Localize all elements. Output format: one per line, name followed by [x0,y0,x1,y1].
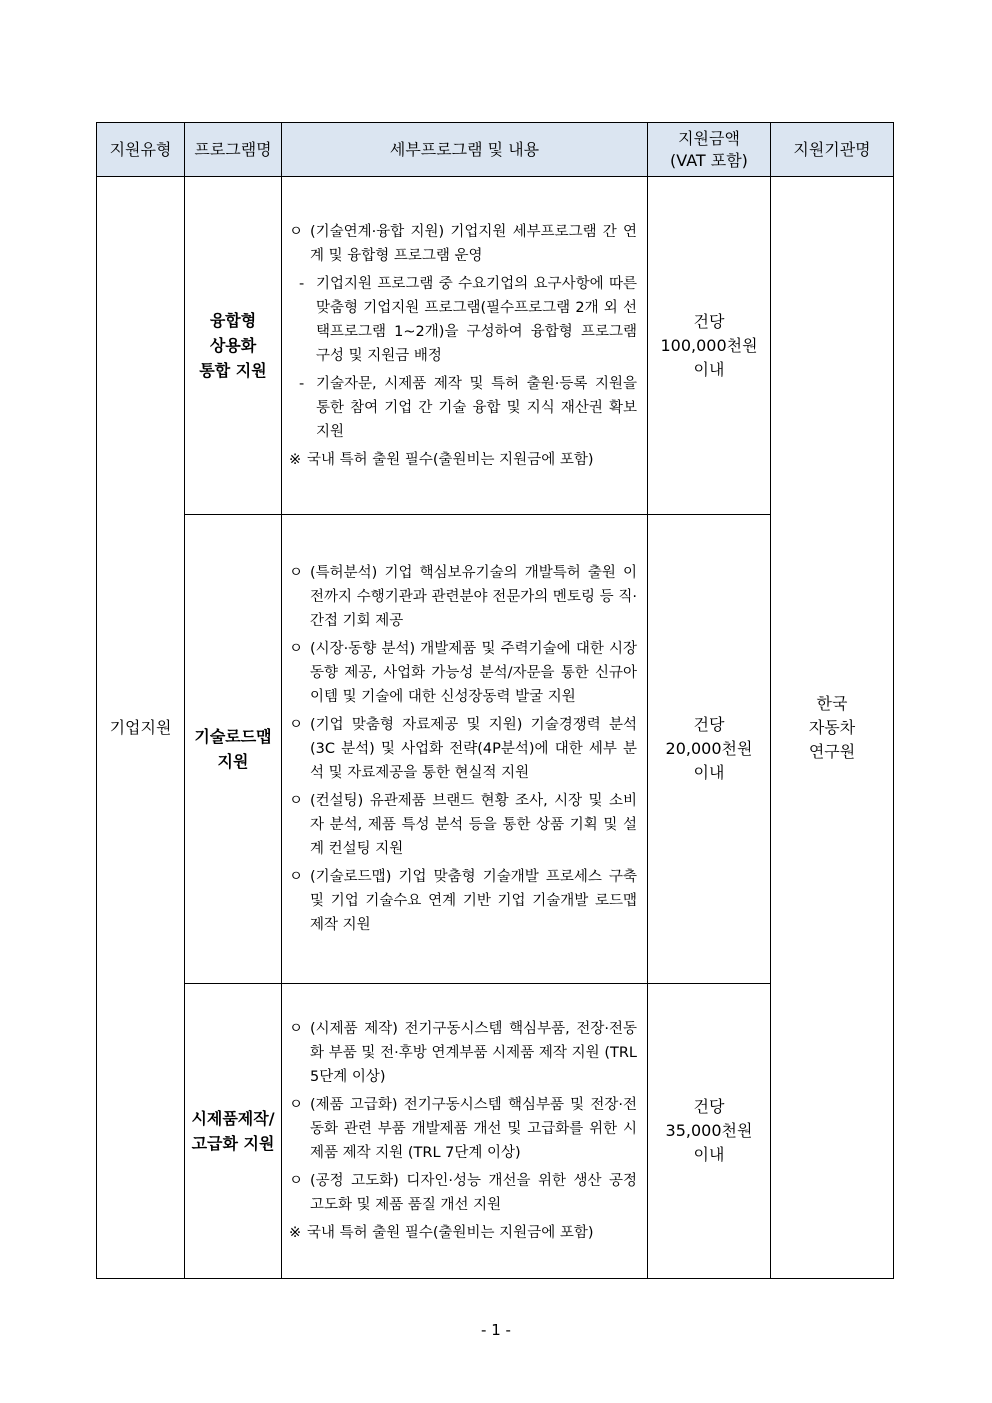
item-text: 국내 특허 출원 필수(출원비는 지원금에 포함) [307,451,594,468]
list-item [289,713,637,785]
header-support-type: 지원유형 [97,123,185,177]
reference-mark: ※ [289,1225,302,1241]
program-name-line: 상용화 [209,336,257,355]
header-amount [648,123,771,177]
header-program-name: 프로그램명 [185,123,282,177]
circle-bullet: ㅇ [289,641,304,657]
item-text: (기업 맞춤형 자료제공 및 지원) 기술경쟁력 분석(3C 분석) 및 사업화 전략(4P분석)에 대한 세부 분석 및 자료제공을 통한 현실적 지원 [310,717,637,781]
circle-bullet: ㅇ [289,1021,304,1037]
item-text: 기술자문, 시제품 제작 및 특허 출원·등록 지원을 통한 참여 기업 간 기술 융합 및 지식 재산권 확보 지원 [316,375,637,440]
agency-line: 한국 [816,693,848,713]
circle-bullet: ㅇ [289,1097,304,1113]
program-details-cell [282,984,648,1279]
item-text: 기업지원 프로그램 중 수요기업의 요구사항에 따른 맞춤형 기업지원 프로그램(필수프로그램 2개 외 선택프로그램 1~2개)을 구성하여 융합형 프로그램 구성 및 지원금 배정 [316,275,637,364]
list-item [289,1017,637,1089]
circle-bullet: ㅇ [289,717,304,733]
header-agency: 지원기관명 [771,123,894,177]
item-text: (공정 고도화) 디자인·성능 개선을 위한 생산 공정 고도화 및 제품 품질 개선 지원 [310,1173,637,1213]
agency-cell [771,177,894,1279]
item-text: (제품 고급화) 전기구동시스템 핵심부품 및 전장·전동화 관련 부품 개발제품 개선 및 고급화를 위한 시제품 제작 지원 (TRL 7단계 이상) [310,1097,637,1161]
list-item [289,789,637,861]
program-name-line: 고급화 지원 [191,1134,275,1153]
circle-bullet: ㅇ [289,565,304,581]
circle-bullet: ㅇ [289,793,304,809]
item-text: (컨설팅) 유관제품 브랜드 현황 조사, 시장 및 소비자 분석, 제품 특성 분석 등을 통한 상품 기획 및 설계 컨설팅 지원 [310,793,637,857]
circle-bullet: ㅇ [289,223,304,240]
amount-line: 이내 [693,359,725,379]
program-name-cell [185,984,282,1279]
item-text: (시제품 제작) 전기구동시스템 핵심부품, 전장·전동화 부품 및 전·후방 연계부품 시제품 제작 지원 (TRL 5단계 이상) [310,1021,637,1085]
list-item [289,372,637,444]
note-item [289,1221,637,1245]
program-name-line: 지원 [217,752,249,771]
amount-line: 이내 [693,1145,725,1164]
list-item [289,637,637,709]
amount-line: 건당 [693,1097,725,1116]
item-text: 국내 특허 출원 필수(출원비는 지원금에 포함) [307,1225,594,1241]
list-item [289,1093,637,1165]
reference-mark: ※ [289,451,302,468]
item-text: (시장·동향 분석) 개발제품 및 주력기술에 대한 시장동향 제공, 사업화 가능성 분석/자문을 통한 신규아이템 및 기술에 대한 신성장동력 발굴 지원 [310,641,637,705]
program-name-line: 기술로드맵 [194,727,272,746]
list-item [289,220,637,268]
page-number: - 1 - [481,1321,511,1339]
amount-value: 20,000천원 [665,739,753,758]
item-text: (기술로드맵) 기업 맞춤형 기술개발 프로세스 구축 및 기업 기술수요 연계 기반 기업 기술개발 로드맵 제작 지원 [310,869,637,933]
header-details: 세부프로그램 및 내용 [282,123,648,177]
program-name-cell [185,515,282,984]
agency-line: 연구원 [808,741,856,761]
item-text: (기술연계·융합 지원) 기업지원 세부프로그램 간 연계 및 융합형 프로그램 운영 [310,223,637,264]
item-text: (특허분석) 기업 핵심보유기술의 개발특허 출원 이전까지 수행기관과 관련분야 전문가의 멘토링 등 직·간접 기회 제공 [310,565,637,629]
dash-bullet: - [299,275,305,292]
header-amount-line2: (VAT 포함) [670,150,748,170]
amount-value: 35,000천원 [665,1121,753,1140]
circle-bullet: ㅇ [289,869,304,885]
program-name-cell [185,177,282,515]
header-amount-line1: 지원금액 [678,128,740,148]
dash-bullet: - [299,375,305,392]
program-details-cell [282,515,648,984]
list-item [289,865,637,937]
program-name-line: 통합 지원 [199,361,267,380]
circle-bullet: ㅇ [289,1173,304,1189]
amount-cell [648,177,771,515]
program-name-line: 시제품제작/ [191,1109,275,1128]
support-type-cell: 기업지원 [97,177,185,1279]
support-program-table [96,122,894,1279]
list-item [289,272,637,368]
table-row [97,177,894,515]
amount-line: 건당 [693,715,725,734]
list-item [289,1169,637,1217]
list-item [289,561,637,633]
amount-cell [648,515,771,984]
program-details-cell [282,177,648,515]
amount-cell [648,984,771,1279]
note-item [289,448,637,472]
table-header-row [97,123,894,177]
amount-line: 이내 [693,763,725,782]
amount-value: 100,000천원 [660,335,758,355]
program-name-line: 융합형 [209,311,257,330]
amount-line: 건당 [693,311,725,331]
agency-line: 자동차 [808,717,856,737]
